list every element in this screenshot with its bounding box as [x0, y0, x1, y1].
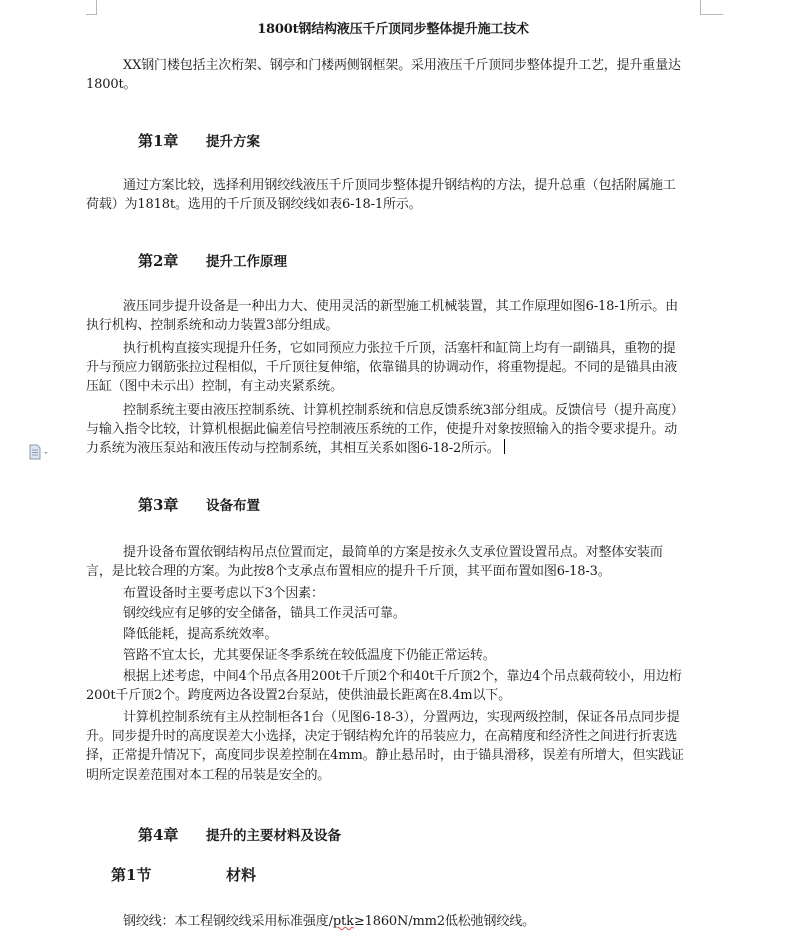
- chapter-2-paragraph-3: [86, 401, 688, 459]
- chapter-1-heading: [138, 130, 260, 151]
- chapter-number: 第1章: [138, 132, 179, 150]
- chapter-3-paragraph-1: 提升设备布置依钢结构吊点位置而定，最简单的方案是按永久支承位置设置吊点。对整体安装而言，是比较合理的方案。为此按8个支承点布置相应的提升千斤顶，其平面布置如图6-18-3。: [86, 545, 663, 580]
- document-title: 1800t钢结构液压千斤顶同步整体提升施工技术: [257, 22, 529, 37]
- chapter-title: 提升方案: [206, 134, 260, 150]
- section-title: 材料: [226, 866, 257, 884]
- section-1-text-b: ≥1860N/mm2低松弛钢绞线。: [353, 914, 535, 929]
- section-1-heading: [111, 864, 256, 885]
- text-cursor: [504, 439, 506, 454]
- intro-paragraph: XX钢门楼包括主次桁架、钢亭和门楼两侧钢框架。采用液压千斤顶同步整体提升工艺，提升重量达1800t。: [86, 58, 681, 93]
- chapter-number: 第2章: [138, 252, 179, 270]
- chapter-title: 提升的主要材料及设备: [206, 828, 341, 844]
- chapter-2-paragraph-1: 液压同步提升设备是一种出力大、使用灵活的新型施工机械装置，其工作原理如图6-18-1所示。由执行机构、控制系统和动力装置3部分组成。: [86, 299, 678, 334]
- factor-item-2: 降低能耗，提高系统效率。: [123, 627, 278, 642]
- chapter-title: 设备布置: [206, 498, 260, 514]
- section-1-paragraph: [86, 912, 688, 931]
- chapter-number: 第3章: [138, 496, 179, 514]
- chapter-3-paragraph-4: 计算机控制系统有主从控制柜各1台（见图6-18-3），分置两边，实现两级控制，保证各吊点同步提升。同步提升时的高度误差大小选择，决定于钢结构允许的吊装应力，在高精度和经济性之间进行折衷选择，正常提升情况下，高度同步误差控制在4mm。静止悬吊时，由于锚具滑移，误差有所增大，但实践证明所定误差范围对本工程的吊装是安全的。: [86, 710, 684, 783]
- chapter-title: 提升工作原理: [206, 254, 287, 270]
- document-icon[interactable]: [28, 444, 50, 460]
- spelling-flagged-word[interactable]: ptk: [332, 914, 354, 929]
- chapter-3-paragraph-2: 布置设备时主要考虑以下3个因素：: [123, 586, 324, 601]
- chapter-3-paragraph-3: 根据上述考虑，中间4个吊点各用200t千斤顶2个和40t千斤顶2个，靠边4个吊点载荷较小，用边桁200t千斤顶2个。跨度两边各设置2台泵站，使供油最长距离在8.4m以下。: [86, 669, 682, 704]
- chapter-2-paragraph-2: 执行机构直接实现提升任务，它如同预应力张拉千斤顶，活塞杆和缸筒上均有一副锚具，重物的提升与预应力钢筋张拉过程相似，千斤顶往复伸缩，依靠锚具的协调动作，将重物提起。不同的是锚具由液压缸（图中未示出）控制，有主动夹紧系统。: [86, 341, 678, 395]
- page-corner-mark-left: [86, 0, 97, 15]
- page-corner-mark-right: [700, 0, 723, 15]
- chapter-2-heading: [138, 250, 287, 271]
- section-number: 第1节: [111, 866, 152, 884]
- section-1-text-a: 钢绞线：本工程钢绞线采用标准强度/: [123, 914, 333, 929]
- chapter-number: 第4章: [138, 826, 179, 844]
- factor-item-3: 管路不宜太长，尤其要保证冬季系统在较低温度下仍能正常运转。: [123, 648, 496, 663]
- chapter-1-paragraph: 通过方案比较，选择利用钢绞线液压千斤顶同步整体提升钢结构的方法，提升总重（包括附属施工荷载）为1818t。选用的千斤顶及钢绞线如表6-18-1所示。: [86, 178, 676, 213]
- chapter-4-heading: [138, 824, 341, 845]
- chapter-3-heading: [138, 494, 260, 515]
- factor-item-1: 钢绞线应有足够的安全储备，锚具工作灵活可靠。: [123, 606, 406, 621]
- chapter-2-paragraph-3-text: 控制系统主要由液压控制系统、计算机控制系统和信息反馈系统3部分组成。反馈信号（提升高度）与输入指令比较，计算机根据此偏差信号控制液压系统的工作，使提升对象按照输入的指令要求提升。动力系统为液压泵站和液压传动与控制系统，其相互关系如图6-18-2所示。: [86, 403, 684, 457]
